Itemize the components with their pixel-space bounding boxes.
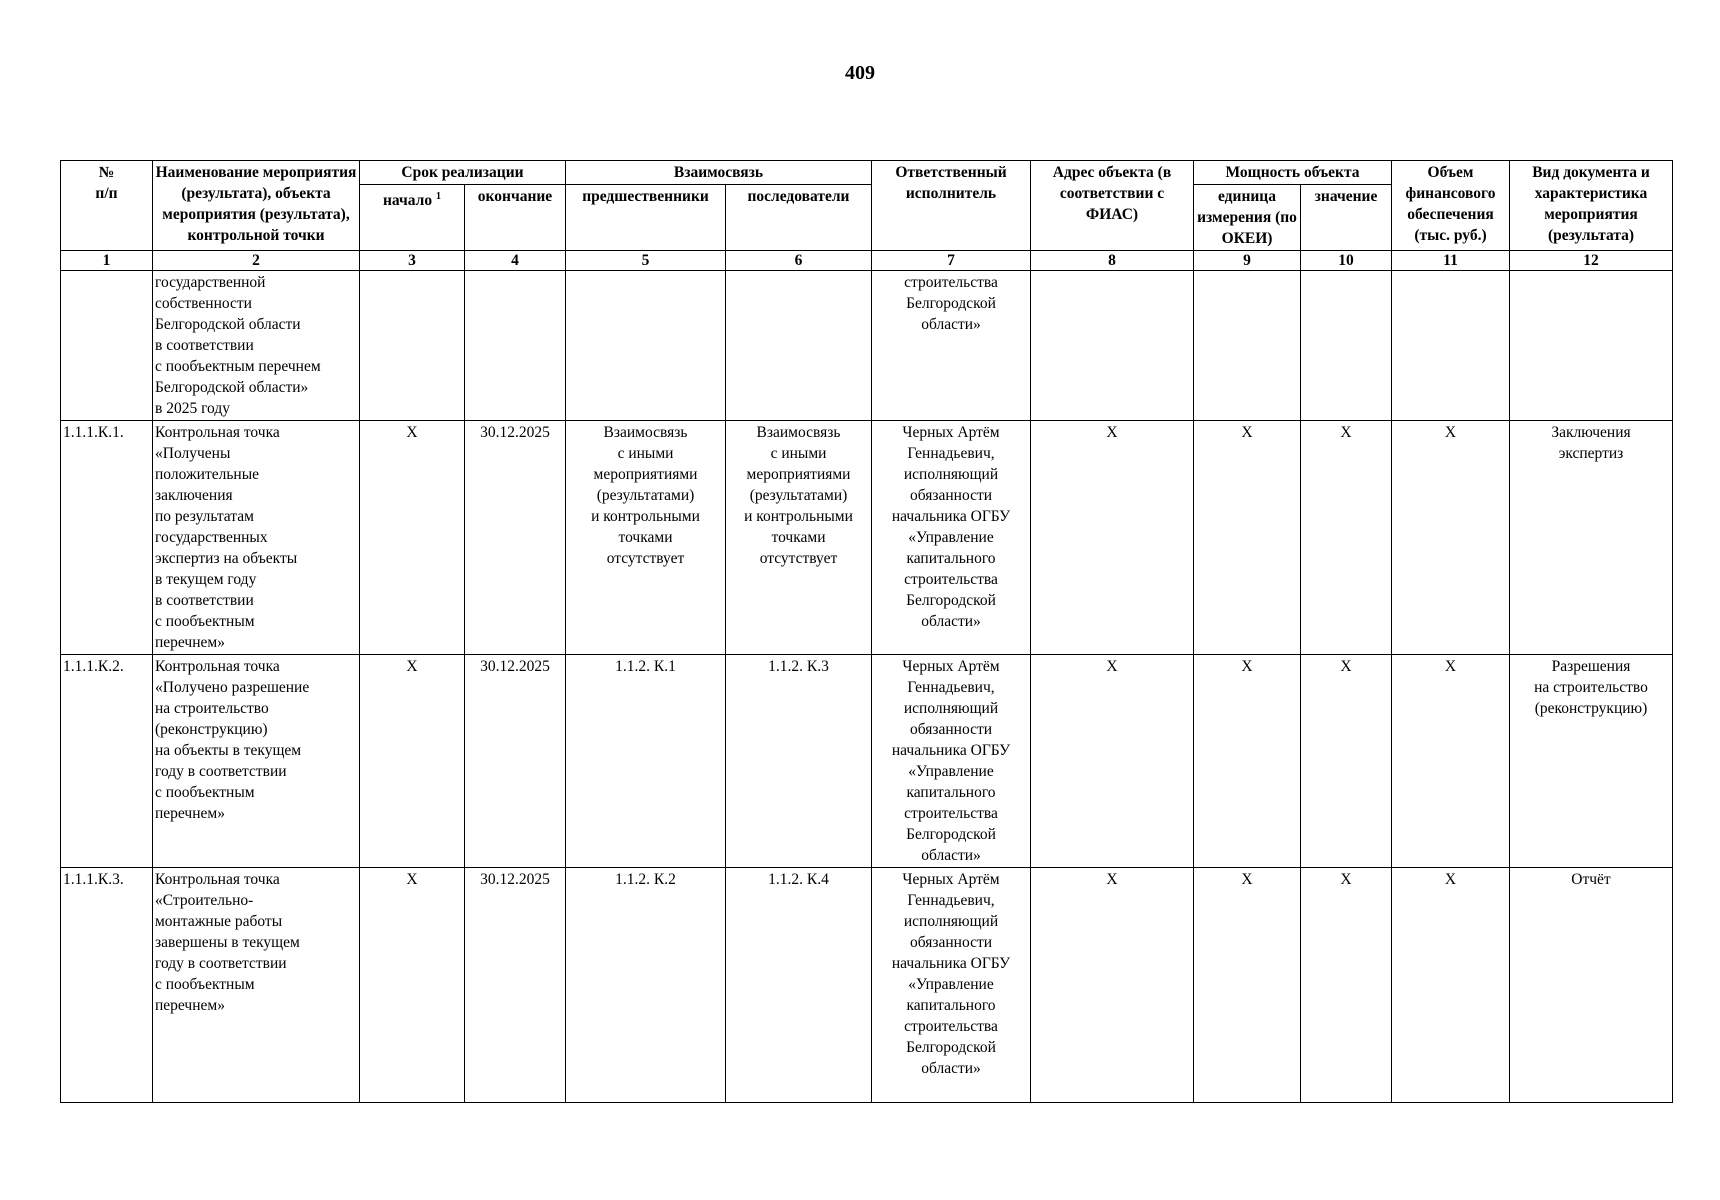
header-funding: Объем финансового обеспечения (тыс. руб.) [1392,161,1510,251]
cell-unit: X [1194,868,1301,1103]
column-number: 5 [566,251,726,271]
table-row [61,655,1673,868]
cell-predecessors: 1.1.2. К.1 [566,655,726,868]
cell-num: 1.1.1.К.2. [61,655,153,868]
cell-start: X [360,421,465,655]
cell-doc: Разрешения на строительство (реконструкцию) [1510,655,1673,868]
column-number: 2 [153,251,360,271]
cell-num: 1.1.1.К.3. [61,868,153,1103]
cell-value: X [1301,655,1392,868]
column-number: 4 [465,251,566,271]
cell-address [1031,271,1194,421]
table-row [61,868,1673,1103]
table-body [61,271,1673,1103]
cell-address: X [1031,655,1194,868]
column-number: 11 [1392,251,1510,271]
cell-end: 30.12.2025 [465,868,566,1103]
start-footnote-mark: 1 [436,191,441,202]
cell-responsible: Черных Артём Геннадьевич, исполняющий обязанности начальника ОГБУ «Управление капитального строительства Белгородской области» [872,868,1031,1103]
table-row [61,421,1673,655]
cell-value [1301,271,1392,421]
cell-name: Контрольная точка «Получены положительные заключения по результатам государственных экспертиз на объекты в текущем году в соответствии с пообъектным перечнем» [153,421,360,655]
table-row [61,271,1673,421]
cell-unit [1194,271,1301,421]
header-capacity: Мощность объекта [1194,161,1392,185]
cell-doc: Отчёт [1510,868,1673,1103]
header-num: № п/п [61,161,153,251]
cell-funding: X [1392,421,1510,655]
column-number: 3 [360,251,465,271]
cell-funding: X [1392,655,1510,868]
header-successors: последователи [726,185,872,251]
header-relation: Взаимосвязь [566,161,872,185]
plan-table [60,160,1673,1103]
cell-value: X [1301,421,1392,655]
cell-doc [1510,271,1673,421]
cell-unit: X [1194,421,1301,655]
cell-name: Контрольная точка «Получено разрешение на строительство (реконструкцию) на объекты в текущем году в соответствии с пообъектным перечнем» [153,655,360,868]
cell-funding: X [1392,868,1510,1103]
header-predecessors: предшественники [566,185,726,251]
cell-name: Контрольная точка «Строительно- монтажные работы завершены в текущем году в соответствии с пообъектным перечнем» [153,868,360,1103]
column-number-row [61,251,1673,271]
cell-address: X [1031,421,1194,655]
cell-predecessors: Взаимосвязь с иными мероприятиями (результатами) и контрольными точками отсутствует [566,421,726,655]
cell-start: X [360,655,465,868]
column-number: 1 [61,251,153,271]
cell-doc: Заключения экспертиз [1510,421,1673,655]
header-doc-type: Вид документа и характеристика мероприятия (результата) [1510,161,1673,251]
header-address: Адрес объекта (в соответствии с ФИАС) [1031,161,1194,251]
column-number: 9 [1194,251,1301,271]
cell-num: 1.1.1.К.1. [61,421,153,655]
cell-num [61,271,153,421]
header-value: значение [1301,185,1392,251]
header-end: окончание [465,185,566,251]
column-number: 8 [1031,251,1194,271]
cell-start [360,271,465,421]
page-number: 409 [845,62,875,84]
cell-end: 30.12.2025 [465,655,566,868]
cell-responsible: Черных Артём Геннадьевич, исполняющий обязанности начальника ОГБУ «Управление капитального строительства Белгородской области» [872,655,1031,868]
column-number: 6 [726,251,872,271]
header-period: Срок реализации [360,161,566,185]
cell-predecessors [566,271,726,421]
cell-funding [1392,271,1510,421]
column-number: 12 [1510,251,1673,271]
cell-end [465,271,566,421]
cell-name: государственной собственности Белгородской области в соответствии с пообъектным перечнем Белгородской области» в 2025 году [153,271,360,421]
cell-address: X [1031,868,1194,1103]
column-number: 10 [1301,251,1392,271]
header-start: начало $^1$ [360,185,465,251]
header-name: Наименование мероприятия (результата), объекта мероприятия (результата), контрольной точки [153,161,360,251]
cell-start: X [360,868,465,1103]
cell-unit: X [1194,655,1301,868]
header-unit: единица измерения (по ОКЕИ) [1194,185,1301,251]
cell-value: X [1301,868,1392,1103]
column-number: 7 [872,251,1031,271]
cell-successors: Взаимосвязь с иными мероприятиями (результатами) и контрольными точками отсутствует [726,421,872,655]
cell-successors: 1.1.2. К.4 [726,868,872,1103]
cell-end: 30.12.2025 [465,421,566,655]
cell-responsible: строительства Белгородской области» [872,271,1031,421]
table-header [61,161,1673,271]
cell-successors [726,271,872,421]
header-responsible: Ответственный исполнитель [872,161,1031,251]
cell-predecessors: 1.1.2. К.2 [566,868,726,1103]
cell-responsible: Черных Артём Геннадьевич, исполняющий обязанности начальника ОГБУ «Управление капитального строительства Белгородской области» [872,421,1031,655]
cell-successors: 1.1.2. К.3 [726,655,872,868]
